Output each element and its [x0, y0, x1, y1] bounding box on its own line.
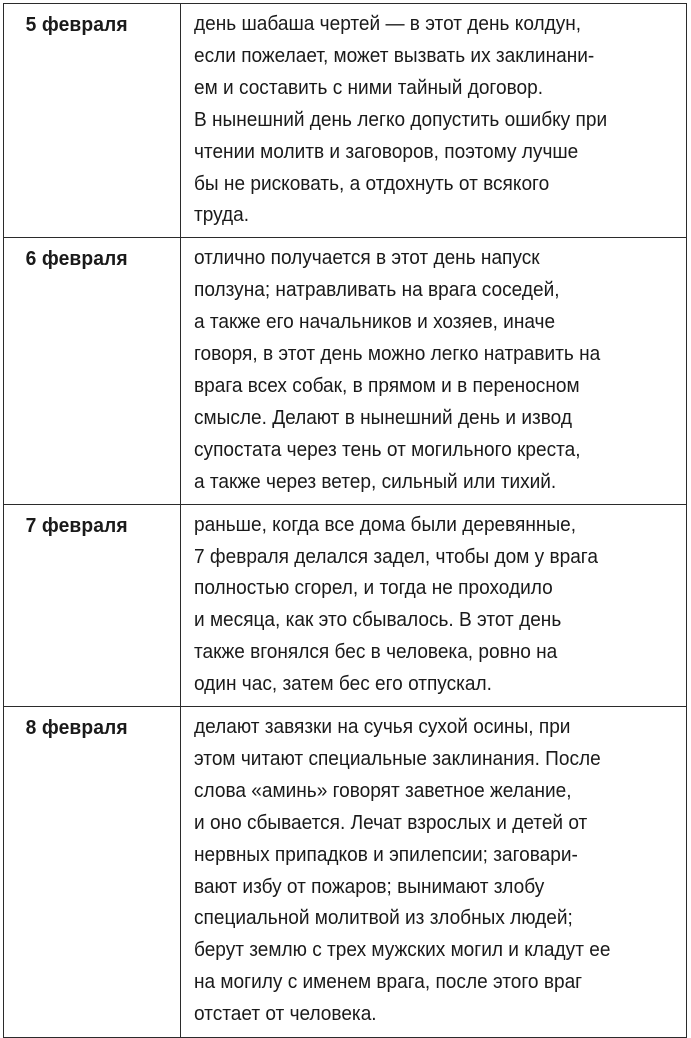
description-line: бы не рисковать, а отдохнуть от всякого: [194, 171, 550, 195]
table-row: [4, 238, 687, 504]
description-line: и оно сбывается. Лечат взрослых и детей от: [194, 810, 588, 834]
description-text: [181, 238, 686, 503]
description-line: раньше, когда все дома были деревянные,: [194, 512, 577, 536]
description-line: а также через ветер, сильный или тихий.: [194, 469, 557, 493]
description-line: на могилу с именем врага, после этого враг: [194, 970, 583, 994]
description-line: один час, затем бес его отпускал.: [194, 672, 492, 696]
description-line: 7 февраля делался задел, чтобы дом у врага: [194, 544, 598, 568]
description-line: говоря, в этот день можно легко натравить на: [194, 342, 601, 366]
description-line: чтении молитв и заговоров, поэтому лучше: [194, 139, 579, 163]
description-line: если пожелает, может вызвать их заклинани-: [194, 43, 595, 67]
description-cell: [181, 238, 687, 504]
table-row: [4, 504, 687, 706]
date-label: 7 февраля: [25, 513, 128, 537]
description-line: полностью сгорел, и тогда не проходило: [194, 576, 553, 600]
description-line: ползуна; натравливать на врага соседей,: [194, 278, 560, 302]
description-line: слова «аминь» говорят заветное желание,: [194, 778, 572, 802]
description-line: и месяца, как это сбывалось. В этот день: [194, 608, 562, 632]
description-line: делают завязки на сучья сухой осины, при: [194, 715, 571, 739]
description-line: отстает от человека.: [194, 1002, 377, 1026]
description-line: врага всех собак, в прямом и в переносном: [194, 373, 580, 397]
description-line: ем и составить с ними тайный договор.: [194, 75, 543, 99]
description-text: [181, 4, 686, 237]
date-label: 5 февраля: [25, 13, 128, 36]
date-label: 6 февраля: [25, 247, 128, 271]
table-row: [4, 4, 687, 238]
description-line: нервных припадков и эпилепсии; заговари-: [194, 842, 578, 866]
description-line: В нынешний день легко допустить ошибку при: [194, 107, 608, 131]
description-line: также вгонялся бес в человека, ровно на: [194, 640, 558, 664]
description-line: труда.: [194, 203, 250, 227]
date-cell: [4, 238, 181, 504]
description-line: берут землю с трех мужских могил и кладут ее: [194, 938, 611, 962]
description-line: смысле. Делают в нынешний день и извод: [194, 405, 572, 429]
date-cell: [4, 4, 181, 238]
description-text: [181, 505, 686, 706]
description-line: супостата через тень от могильного креста,: [194, 437, 581, 461]
date-cell: [4, 504, 181, 706]
calendar-table-body: [4, 4, 687, 1038]
description-text: [181, 707, 686, 1037]
description-line: вают избу от пожаров; вынимают злобу: [194, 874, 545, 898]
description-line: этом читают специальные заклинания. После: [194, 746, 601, 770]
description-cell: [181, 4, 687, 238]
description-line: специальной молитвой из злобных людей;: [194, 906, 573, 930]
description-cell: [181, 707, 687, 1038]
calendar-table: [3, 3, 687, 1038]
table-row: [4, 707, 687, 1038]
date-label: 8 февраля: [25, 716, 128, 740]
description-line: а также его начальников и хозяев, иначе: [194, 310, 556, 334]
date-cell: [4, 707, 181, 1038]
description-line: отлично получается в этот день напуск: [194, 246, 540, 270]
description-cell: [181, 504, 687, 706]
description-line: день шабаша чертей — в этот день колдун,: [194, 12, 582, 35]
